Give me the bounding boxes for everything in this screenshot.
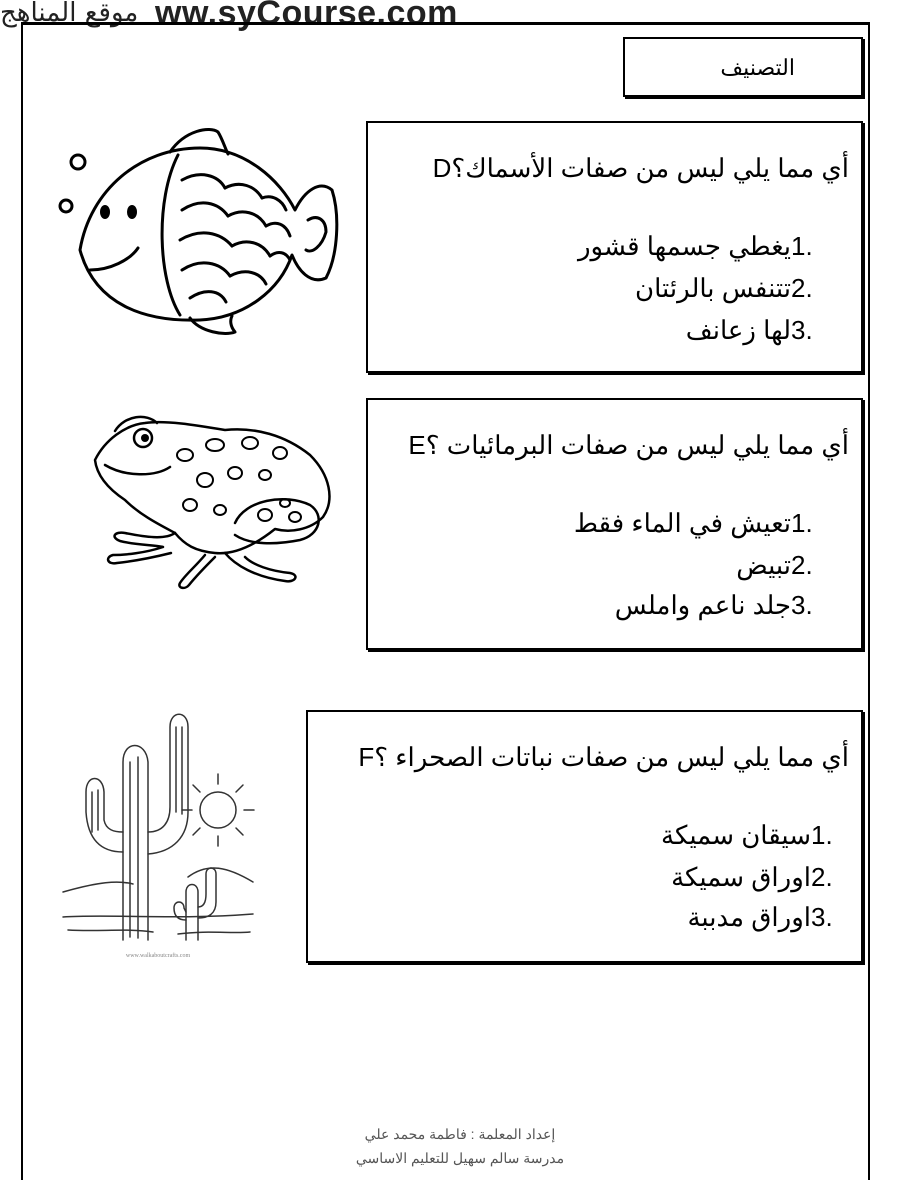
option-f-2 (671, 862, 851, 893)
footer-school: مدرسة سالم سهيل للتعليم الاساسي (355, 1150, 565, 1166)
option-number: 1. (791, 231, 813, 261)
option-number: 3. (811, 902, 833, 932)
question-text-d (433, 153, 849, 184)
option-f-1 (661, 820, 851, 851)
watermark-arabic: موقع المناهج (0, 0, 139, 28)
question-box-e (366, 398, 863, 650)
page-title: التصنيف (720, 55, 795, 80)
question-body: أي مما يلي ليس من صفات نباتات الصحراء ؟ (374, 742, 849, 772)
option-number: 3. (791, 315, 813, 345)
option-e-2 (736, 550, 851, 581)
option-number: 1. (791, 508, 813, 538)
option-d-1 (578, 231, 851, 262)
frog-illustration-icon (85, 405, 345, 590)
question-text-e (408, 430, 849, 461)
option-e-3 (615, 590, 851, 621)
option-number: 3. (791, 590, 813, 620)
option-e-1 (574, 508, 851, 539)
option-text: جلد ناعم واملس (614, 590, 791, 620)
question-body: أي مما يلي ليس من صفات البرمائيات ؟ (425, 430, 849, 460)
option-text: تعيش في الماء فقط (573, 508, 791, 538)
option-number: 1. (811, 820, 833, 850)
question-letter: F (358, 742, 375, 772)
question-body: أي مما يلي ليس من صفات الأسماك؟ (451, 153, 849, 183)
option-f-3 (687, 902, 851, 933)
question-text-f (358, 742, 849, 773)
title-box (623, 37, 863, 97)
cactus-caption: www.walkaboutcrafts.com (125, 953, 191, 959)
question-box-f (306, 710, 863, 963)
cactus-illustration-icon (58, 702, 258, 964)
option-d-2 (635, 273, 851, 304)
option-text: اوراق مدببة (687, 902, 811, 932)
watermark-site: ww.syCourse.com (155, 0, 458, 32)
footer-author: إعداد المعلمة : فاطمة محمد علي (364, 1126, 556, 1142)
option-text: اوراق سميكة (671, 862, 811, 892)
option-text: تبيض (736, 550, 791, 580)
question-box-d (366, 121, 863, 373)
option-d-3 (686, 315, 851, 346)
fish-illustration-icon (50, 120, 350, 345)
option-number: 2. (811, 862, 833, 892)
question-letter: E (408, 430, 426, 460)
option-text: لها زعانف (685, 315, 791, 345)
option-text: سيقان سميكة (661, 820, 811, 850)
option-number: 2. (791, 550, 813, 580)
option-text: يغطي جسمها قشور (577, 231, 791, 261)
question-letter: D (432, 153, 452, 183)
option-number: 2. (791, 273, 813, 303)
option-text: تتنفس بالرئتان (635, 273, 791, 303)
